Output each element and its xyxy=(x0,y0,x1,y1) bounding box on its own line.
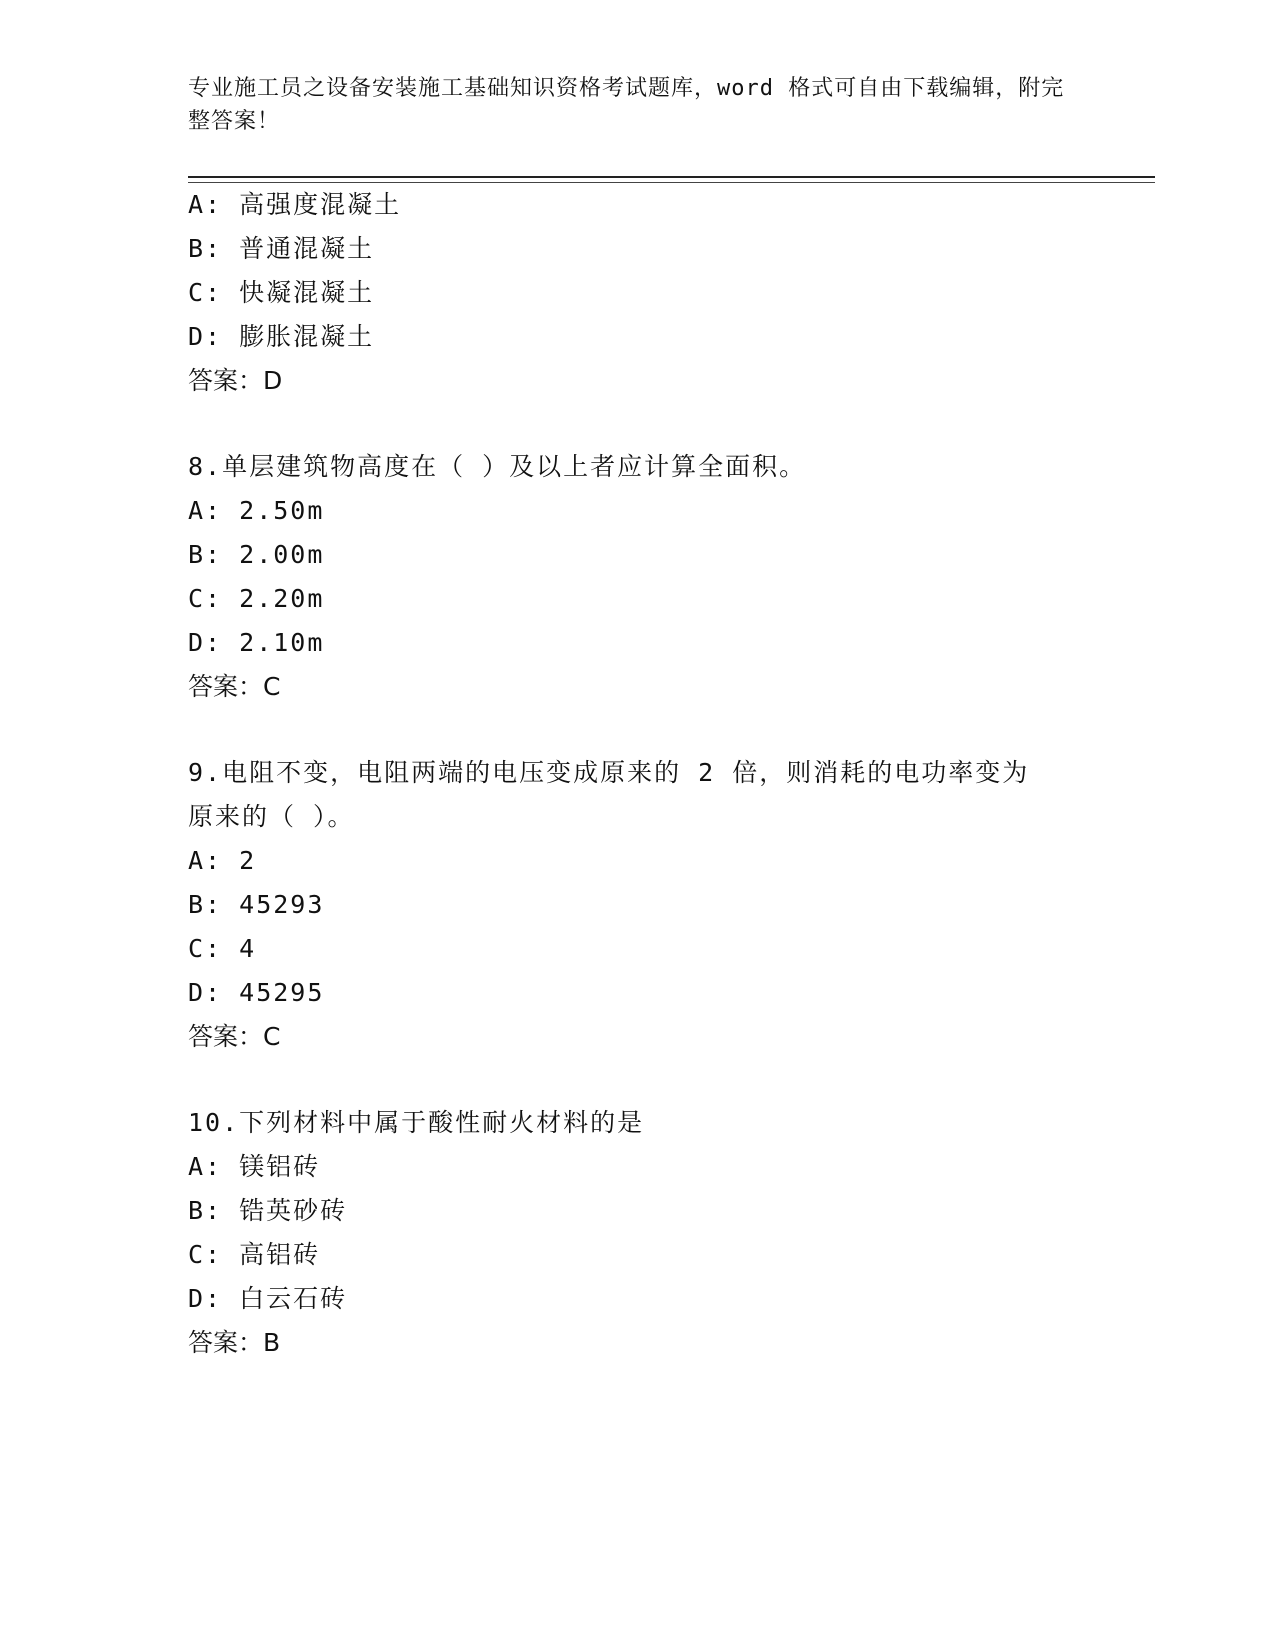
prev-option-b: B: 普通混凝土 xyxy=(188,234,375,263)
q9-answer: 答案：C xyxy=(188,1022,281,1051)
q10-option-d: D: 白云石砖 xyxy=(188,1284,348,1313)
q8-option-a: A: 2.50m xyxy=(188,496,325,525)
q8-answer: 答案：C xyxy=(188,672,281,701)
q8-option-b: B: 2.00m xyxy=(188,540,325,569)
prev-option-d: D: 膨胀混凝土 xyxy=(188,322,375,351)
q9-option-c: C: 4 xyxy=(188,934,257,963)
q10-option-a: A: 镁铝砖 xyxy=(188,1152,321,1181)
q9-option-d: D: 45295 xyxy=(188,978,325,1007)
q9-option-a: A: 2 xyxy=(188,846,257,875)
prev-answer: 答案：D xyxy=(188,366,283,395)
q10-option-c: C: 高铝砖 xyxy=(188,1240,321,1269)
page-header: 专业施工员之设备安装施工基础知识资格考试题库，word 格式可自由下载编辑，附完整答案！ xyxy=(188,76,1065,134)
q8-stem: 8.单层建筑物高度在（ ）及以上者应计算全面积。 xyxy=(188,452,807,481)
q9-stem-line1: 9.电阻不变，电阻两端的电压变成原来的 2 倍，则消耗的电功率变为 xyxy=(188,758,1030,787)
q9-option-b: B: 45293 xyxy=(188,890,325,919)
q8-option-d: D: 2.10m xyxy=(188,628,325,657)
prev-option-a: A: 高强度混凝土 xyxy=(188,190,402,219)
header-divider-thin xyxy=(188,182,1155,183)
q9-stem-line2: 原来的（ ）。 xyxy=(188,802,355,831)
q10-stem: 10.下列材料中属于酸性耐火材料的是 xyxy=(188,1108,645,1137)
q10-answer: 答案：B xyxy=(188,1328,281,1357)
header-divider xyxy=(188,176,1155,178)
q10-option-b: B: 锆英砂砖 xyxy=(188,1196,348,1225)
q8-option-c: C: 2.20m xyxy=(188,584,325,613)
prev-option-c: C: 快凝混凝土 xyxy=(188,278,375,307)
